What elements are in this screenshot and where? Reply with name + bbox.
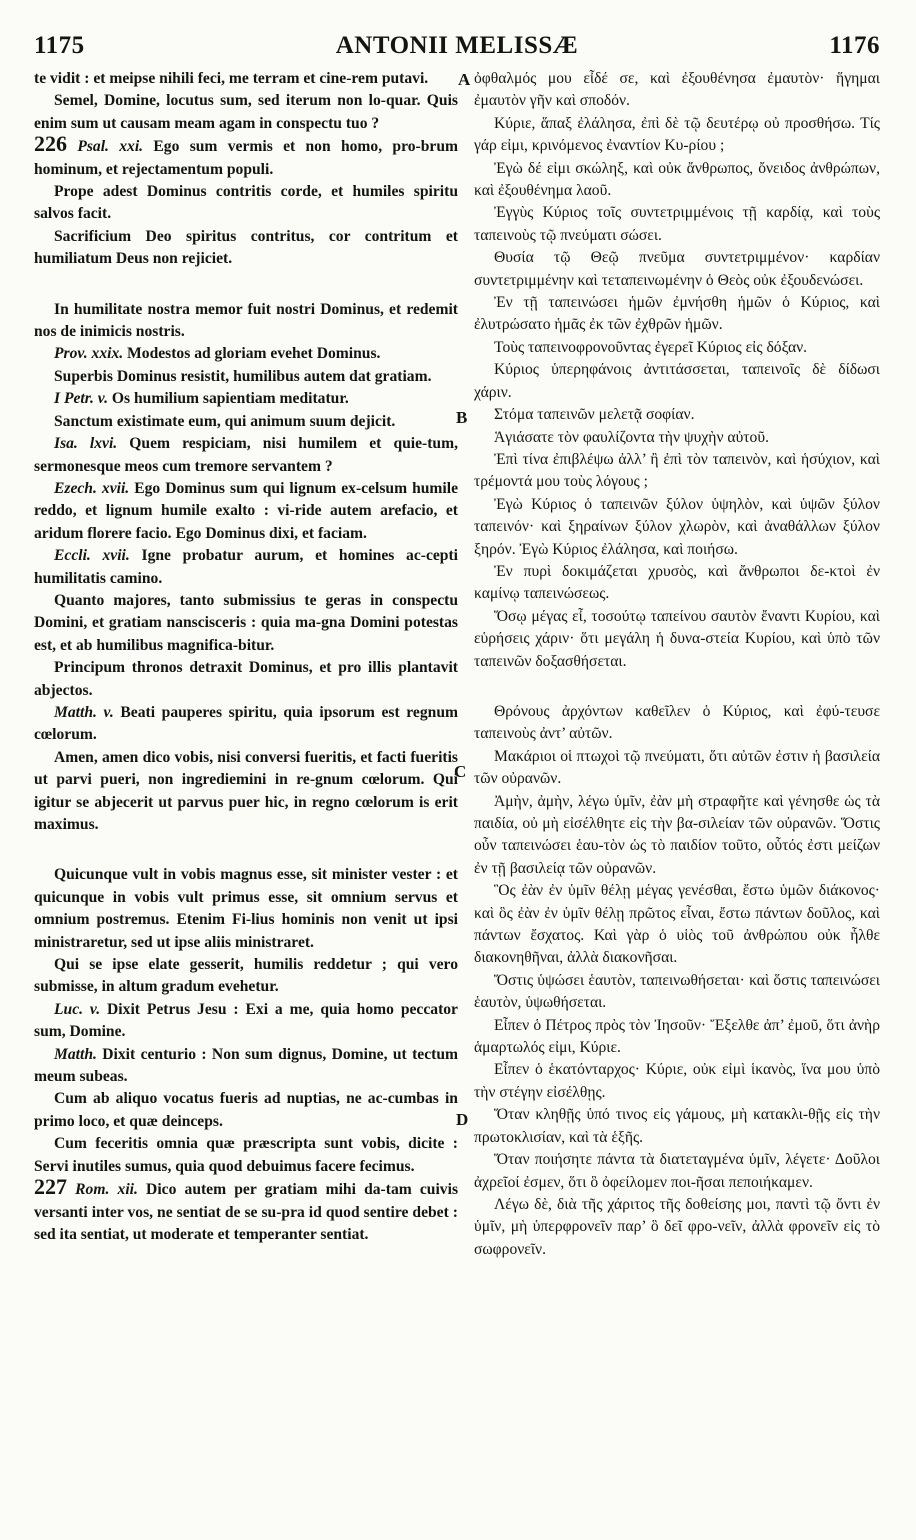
latin-paragraph [34, 747, 458, 837]
paragraph-text: Ἀμὴν, ἀμὴν, λέγω ὑμῖν, ἐὰν μὴ στραφῆτε καὶ γένησθε ὡς τὰ παιδία, οὐ μὴ εἰσέλθητε εἰς τὴν βα-σιλείαν τῶν οὐρανῶν. Ὅστις οὖν ταπεινώσει ἑαυ-τὸν ὡς τὸ παιδίον τοῦτο, οὗτός ἐστι μείζων ἐν τῇ βασιλείᾳ τῶν οὐρανῶν. [474, 792, 880, 877]
paragraph-text: Principum thronos detraxit Dominus, et pro illis plantavit abjectos. [34, 659, 458, 699]
paragraph-gap [474, 673, 880, 701]
latin-paragraph [34, 657, 458, 702]
paragraph-text: Εἶπεν ὁ ἑκατόνταρχος· Κύριε, οὐκ εἰμὶ ἱκανὸς, ἵνα μου ὑπὸ τὴν στέγην εἰσέλθῃς. [474, 1061, 880, 1101]
paragraph-text: Κύριος ὑπερηφάνοις ἀντιτάσσεται, ταπεινοῖς δὲ δίδωσι χάριν. [474, 361, 880, 401]
paragraph-text: Λέγω δὲ, διὰ τῆς χάριτος τῆς δοθείσης μοι, παντὶ τῷ ὄντι ἐν ὑμῖν, μὴ ὑπερφρονεῖν παρ’ ὃ δεῖ φρο-νεῖν, ἀλλὰ φρονεῖν εἰς τὸ σωφρονεῖν. [474, 1195, 880, 1258]
scripture-reference: Ezech. xvii. [54, 479, 130, 497]
paragraph-text: Τοὺς ταπεινοφρονοῦντας ἐγερεῖ Κύριος εἰς δόξαν. [494, 338, 808, 356]
paragraph-text: Ὅσῳ μέγας εἶ, τοσούτῳ ταπείνου σαυτὸν ἔναντι Κυρίου, καὶ εὑρήσεις χάριν· ὅτι μεγάλη ἡ δυνα-στεία Κυρίου, καὶ ὑπὸ τῶν ταπεινῶν δοξασθήσεται. [474, 607, 880, 670]
paragraph-text: In humilitate nostra memor fuit nostri Dominus, et redemit nos de inimicis nostris. [34, 300, 458, 341]
greek-paragraph [474, 970, 880, 1015]
paragraph-text: Ego sum vermis et non homo, pro-brum hominum, et rejectamentum populi. [34, 138, 458, 178]
scripture-reference: Matth. [54, 1045, 97, 1063]
paragraph-text: Κύριε, ἅπαξ ἐλάλησα, ἐπὶ δὲ τῷ δευτέρῳ οὐ προσθήσω. Τίς γάρ εἰμι, κρινόμενος ἐναντίον Κυ-ρίου ; [474, 114, 880, 155]
paragraph-text: Εἶπεν ὁ Πέτρος πρὸς τὸν Ἰησοῦν· Ἔξελθε ἀπ’ ἐμοῦ, ὅτι ἀνὴρ ἁμαρτωλός εἰμι, Κύριε. [474, 1016, 880, 1057]
greek-paragraph [474, 1104, 880, 1149]
greek-paragraph [474, 1149, 880, 1194]
paragraph-text: Στόμα ταπεινῶν μελετᾷ σοφίαν. [494, 406, 695, 424]
greek-paragraph [474, 404, 880, 426]
paragraph-text: Ὅταν κληθῇς ὑπό τινος εἰς γάμους, μὴ κατακλι-θῇς εἰς τὴν πρωτοκλισίαν, καὶ τὰ ἑξῆς. [474, 1106, 880, 1146]
latin-paragraph [34, 1133, 458, 1178]
paragraph-text: Semel, Domine, locutus sum, sed iterum non lo-quar. Quis enim sum ut causam meam agam in conspectu tuo ? [34, 92, 458, 132]
paragraph-text: Dico autem per gratiam mihi da-tam cuivis versanti inter vos, ne sentiat de se su-pra id quod sentire debet : sed ita sentiat, ut moderate et temperanter sentiat. [34, 1181, 459, 1243]
paragraph-text: Amen, amen dico vobis, nisi conversi fueritis, et facti fueritis ut parvi pueri, non ingrediemini in re-gnum cœlorum. Qui igitur se abjecerit ut parvus puer hic, in regno cœlorum is erit maximus. [34, 748, 458, 833]
paragraph-text: Sanctum existimate eum, qui animum suum dejicit. [54, 412, 396, 430]
greek-paragraph [474, 494, 880, 561]
greek-paragraph [474, 606, 880, 673]
latin-paragraph [34, 131, 458, 181]
greek-paragraph [474, 1015, 880, 1060]
scripture-reference: Isa. lxvi. [54, 435, 118, 453]
paragraph-text: Igne probatur aurum, et homines ac-cepti humilitatis camino. [34, 547, 458, 587]
paragraph-text: te vidit : et meipse nihili feci, me terram et cine-rem putavi. [34, 70, 429, 87]
latin-paragraph [34, 590, 458, 657]
margin-letter-a: A [458, 70, 471, 89]
paragraph-text: Ὃς ἐὰν ἐν ὑμῖν θέλῃ μέγας γενέσθαι, ἔστω ὑμῶν διάκονος· καὶ ὃς ἐὰν ἐν ὑμῖν θέλῃ πρῶτος εἶναι, ἔστω πάντων δοῦλος, καὶ πάντων ἔσχατος. Καὶ γὰρ ὁ υἱὸς τοῦ ἀνθρώπου οὐκ ἦλθε διακονηθῆναι, ἀλλὰ διακονῆσαι. [474, 882, 880, 967]
greek-paragraph [474, 359, 880, 404]
latin-paragraph [34, 1044, 458, 1089]
paragraph-text: Cum ab aliquo vocatus fueris ad nuptias, ne ac-cumbas in primo loco, et quæ deinceps. [34, 1090, 458, 1130]
paragraph-text: Cum feceritis omnia quæ præscripta sunt vobis, dicite : Servi inutiles sumus, quia quod debuimus facere fecimus. [34, 1135, 458, 1175]
latin-paragraph [34, 433, 458, 478]
latin-paragraph [34, 411, 458, 433]
latin-paragraph [34, 702, 458, 747]
paragraph-gap [34, 271, 458, 299]
paragraph-text: ὀφθαλμός μου εἶδέ σε, καὶ ἐξουθένησα ἐμαυτὸν· ἥγημαι ἐμαυτὸν γῆν καὶ σποδόν. [474, 70, 880, 110]
scripture-reference: Luc. v. [54, 1000, 101, 1018]
greek-paragraph [474, 337, 880, 359]
paragraph-text: Quicunque vult in vobis magnus esse, sit minister vester : et quicunque in vobis vult primus esse, sit omnium servus et omnium postremus. Etenim Fi-lius hominis non venit ut ipsi ministraretur, sed ut ipse aliis ministraret. [34, 866, 458, 951]
latin-paragraph [34, 90, 458, 135]
paragraph-text: Superbis Dominus resistit, humilibus autem dat gratiam. [54, 367, 432, 385]
paragraph-text: Ἐγὼ δέ εἰμι σκώληξ, καὶ οὐκ ἄνθρωπος, ὄνειδος ἀνθρώπων, καὶ ἐξουθένημα λαοῦ. [474, 159, 880, 200]
section-number: 226 [34, 131, 67, 157]
greek-paragraph [474, 880, 880, 970]
scripture-reference: Prov. xxix. [54, 345, 124, 363]
latin-paragraph [34, 181, 458, 226]
latin-paragraph [34, 954, 458, 999]
paragraph-text: Ὅταν ποιήσητε πάντα τὰ διατεταγμένα ὑμῖν, λέγετε· Δοῦλοι ἀχρεῖοί ἐσμεν, ὅτι ὃ ὀφείλομεν ποι-ῆσαι πεποιήκαμεν. [474, 1151, 880, 1191]
paragraph-text: Ἁγιάσατε τὸν φαυλίζοντα τὴν ψυχὴν αὐτοῦ. [494, 428, 769, 446]
paragraph-text: Os humilium sapientiam meditatur. [108, 390, 349, 408]
paragraph-text: Ἐγγὺς Κύριος τοῖς συντετριμμένοις τῇ καρδίᾳ, καὶ τοὺς ταπεινοὺς τῷ πνεύματι σώσει. [474, 204, 880, 244]
greek-paragraph [474, 1059, 880, 1104]
greek-paragraph [474, 158, 880, 203]
latin-paragraph [34, 68, 458, 90]
paragraph-text: Quem respiciam, nisi humilem et quie-tum, sermonesque meos cum tremore servantem ? [34, 435, 458, 475]
paragraph-gap [34, 836, 458, 864]
latin-paragraph [34, 545, 458, 590]
greek-paragraph [474, 427, 880, 449]
section-number: 227 [34, 1174, 67, 1200]
scripture-reference: Rom. xii. [75, 1181, 138, 1199]
greek-paragraph [474, 791, 880, 881]
paragraph-text: Dixit centurio : Non sum dignus, Domine, ut tectum meum subeas. [34, 1045, 458, 1086]
paragraph-text: Θυσία τῷ Θεῷ πνεῦμα συντετριμμένον· καρδίαν συντετριμμένην καὶ τεταπεινωμένην ὁ Θεὸς οὐκ ἐξουδενώσει. [474, 249, 880, 289]
paragraph-text: Ἐν πυρὶ δοκιμάζεται χρυσὸς, καὶ ἄνθρωποι δε-κτοὶ ἐν καμίνῳ ταπεινώσεως. [474, 562, 880, 603]
latin-paragraph [34, 478, 458, 545]
paragraph-text: Ἐν τῇ ταπεινώσει ἡμῶν ἐμνήσθη ἡμῶν ὁ Κύριος, καὶ ἐλυτρώσατο ἡμᾶς ἐκ τῶν ἐχθρῶν ἡμῶν. [474, 294, 880, 334]
margin-letter-d: D [456, 1110, 469, 1129]
greek-paragraph [474, 1194, 880, 1261]
paragraph-text: Ἐγὼ Κύριος ὁ ταπεινῶν ξύλον ὑψηλὸν, καὶ ὑψῶν ξύλον ταπεινόν· καὶ ξηραίνων ξύλον χλωρὸν, καὶ ἀναθάλλων ξύλον ξηρόν. Ἐγὼ Κύριος ἐλάλησα, καὶ ποιήσω. [474, 495, 880, 558]
latin-column [34, 68, 458, 1246]
paragraph-text: Μακάριοι οἱ πτωχοὶ τῷ πνεύματι, ὅτι αὐτῶν ἐστιν ἡ βασιλεία τῶν οὐρανῶν. [474, 747, 880, 788]
paragraph-text: Qui se ipse elate gesserit, humilis reddetur ; qui vero submisse, in altum gradum evehetur. [34, 956, 458, 996]
greek-paragraph [474, 701, 880, 746]
page-number-left: 1175 [34, 32, 85, 59]
greek-paragraph [474, 247, 880, 292]
latin-paragraph [34, 388, 458, 410]
greek-paragraph [474, 746, 880, 791]
latin-paragraph [34, 1174, 459, 1246]
greek-paragraph [474, 113, 880, 158]
greek-paragraph [474, 449, 880, 494]
paragraph-text: Dixit Petrus Jesu : Exi a me, quia homo peccator sum, Domine. [34, 1000, 458, 1041]
scripture-reference: Eccli. xvii. [54, 547, 130, 565]
paragraph-text: Quanto majores, tanto submissius te geras in conspectu Domini, et gratiam nanscisceris : quia ma-gna Domini potestas est, et ab humilibus magnifica-bitur. [34, 591, 458, 654]
greek-paragraph [474, 202, 880, 247]
scripture-reference: I Petr. v. [54, 390, 108, 408]
latin-paragraph [34, 366, 458, 388]
scripture-reference: Psal. xxi. [77, 138, 144, 156]
margin-letter-c: C [454, 762, 467, 781]
margin-letter-b: B [456, 408, 468, 427]
latin-paragraph [34, 343, 458, 365]
greek-column [474, 68, 880, 1261]
paragraph-text: Θρόνους ἀρχόντων καθεῖλεν ὁ Κύριος, καὶ ἐφύ-τευσε ταπεινοὺς ἀντ’ αὐτῶν. [474, 702, 880, 743]
latin-paragraph [34, 1088, 458, 1133]
paragraph-text: Sacrificium Deo spiritus contritus, cor contritum et humiliatum Deus non rejiciet. [34, 227, 458, 268]
scripture-reference: Matth. v. [54, 703, 114, 721]
paragraph-text: Ἐπὶ τίνα ἐπιβλέψω ἀλλ’ ἢ ἐπὶ τὸν ταπεινὸν, καὶ ἡσύχιον, καὶ τρέμοντά μου τοὺς λόγους ; [474, 450, 880, 491]
page-number-right: 1176 [829, 32, 880, 59]
paragraph-text: Beati pauperes spiritu, quia ipsorum est regnum cœlorum. [34, 703, 458, 744]
greek-paragraph [474, 68, 880, 113]
paragraph-text: Modestos ad gloriam evehet Dominus. [123, 345, 381, 363]
greek-paragraph [474, 561, 880, 606]
greek-paragraph [474, 292, 880, 337]
latin-paragraph [34, 299, 458, 344]
running-header [34, 32, 880, 66]
paragraph-text: Ὅστις ὑψώσει ἑαυτὸν, ταπεινωθήσεται· καὶ ὅστις ταπεινώσει ἑαυτὸν, ὑψωθήσεται. [474, 971, 880, 1012]
latin-paragraph [34, 864, 458, 954]
running-title: ANTONII MELISSÆ [335, 32, 579, 59]
paragraph-text: Ego Dominus sum qui lignum ex-celsum humile reddo, et lignum humile exalto : vi-ride autem arefacio, et aridum florere facio. Ego Dominus dixi, et faciam. [34, 479, 458, 542]
latin-paragraph [34, 226, 458, 271]
latin-paragraph [34, 999, 458, 1044]
paragraph-text: Prope adest Dominus contritis corde, et humiles spiritu salvos facit. [34, 183, 458, 223]
